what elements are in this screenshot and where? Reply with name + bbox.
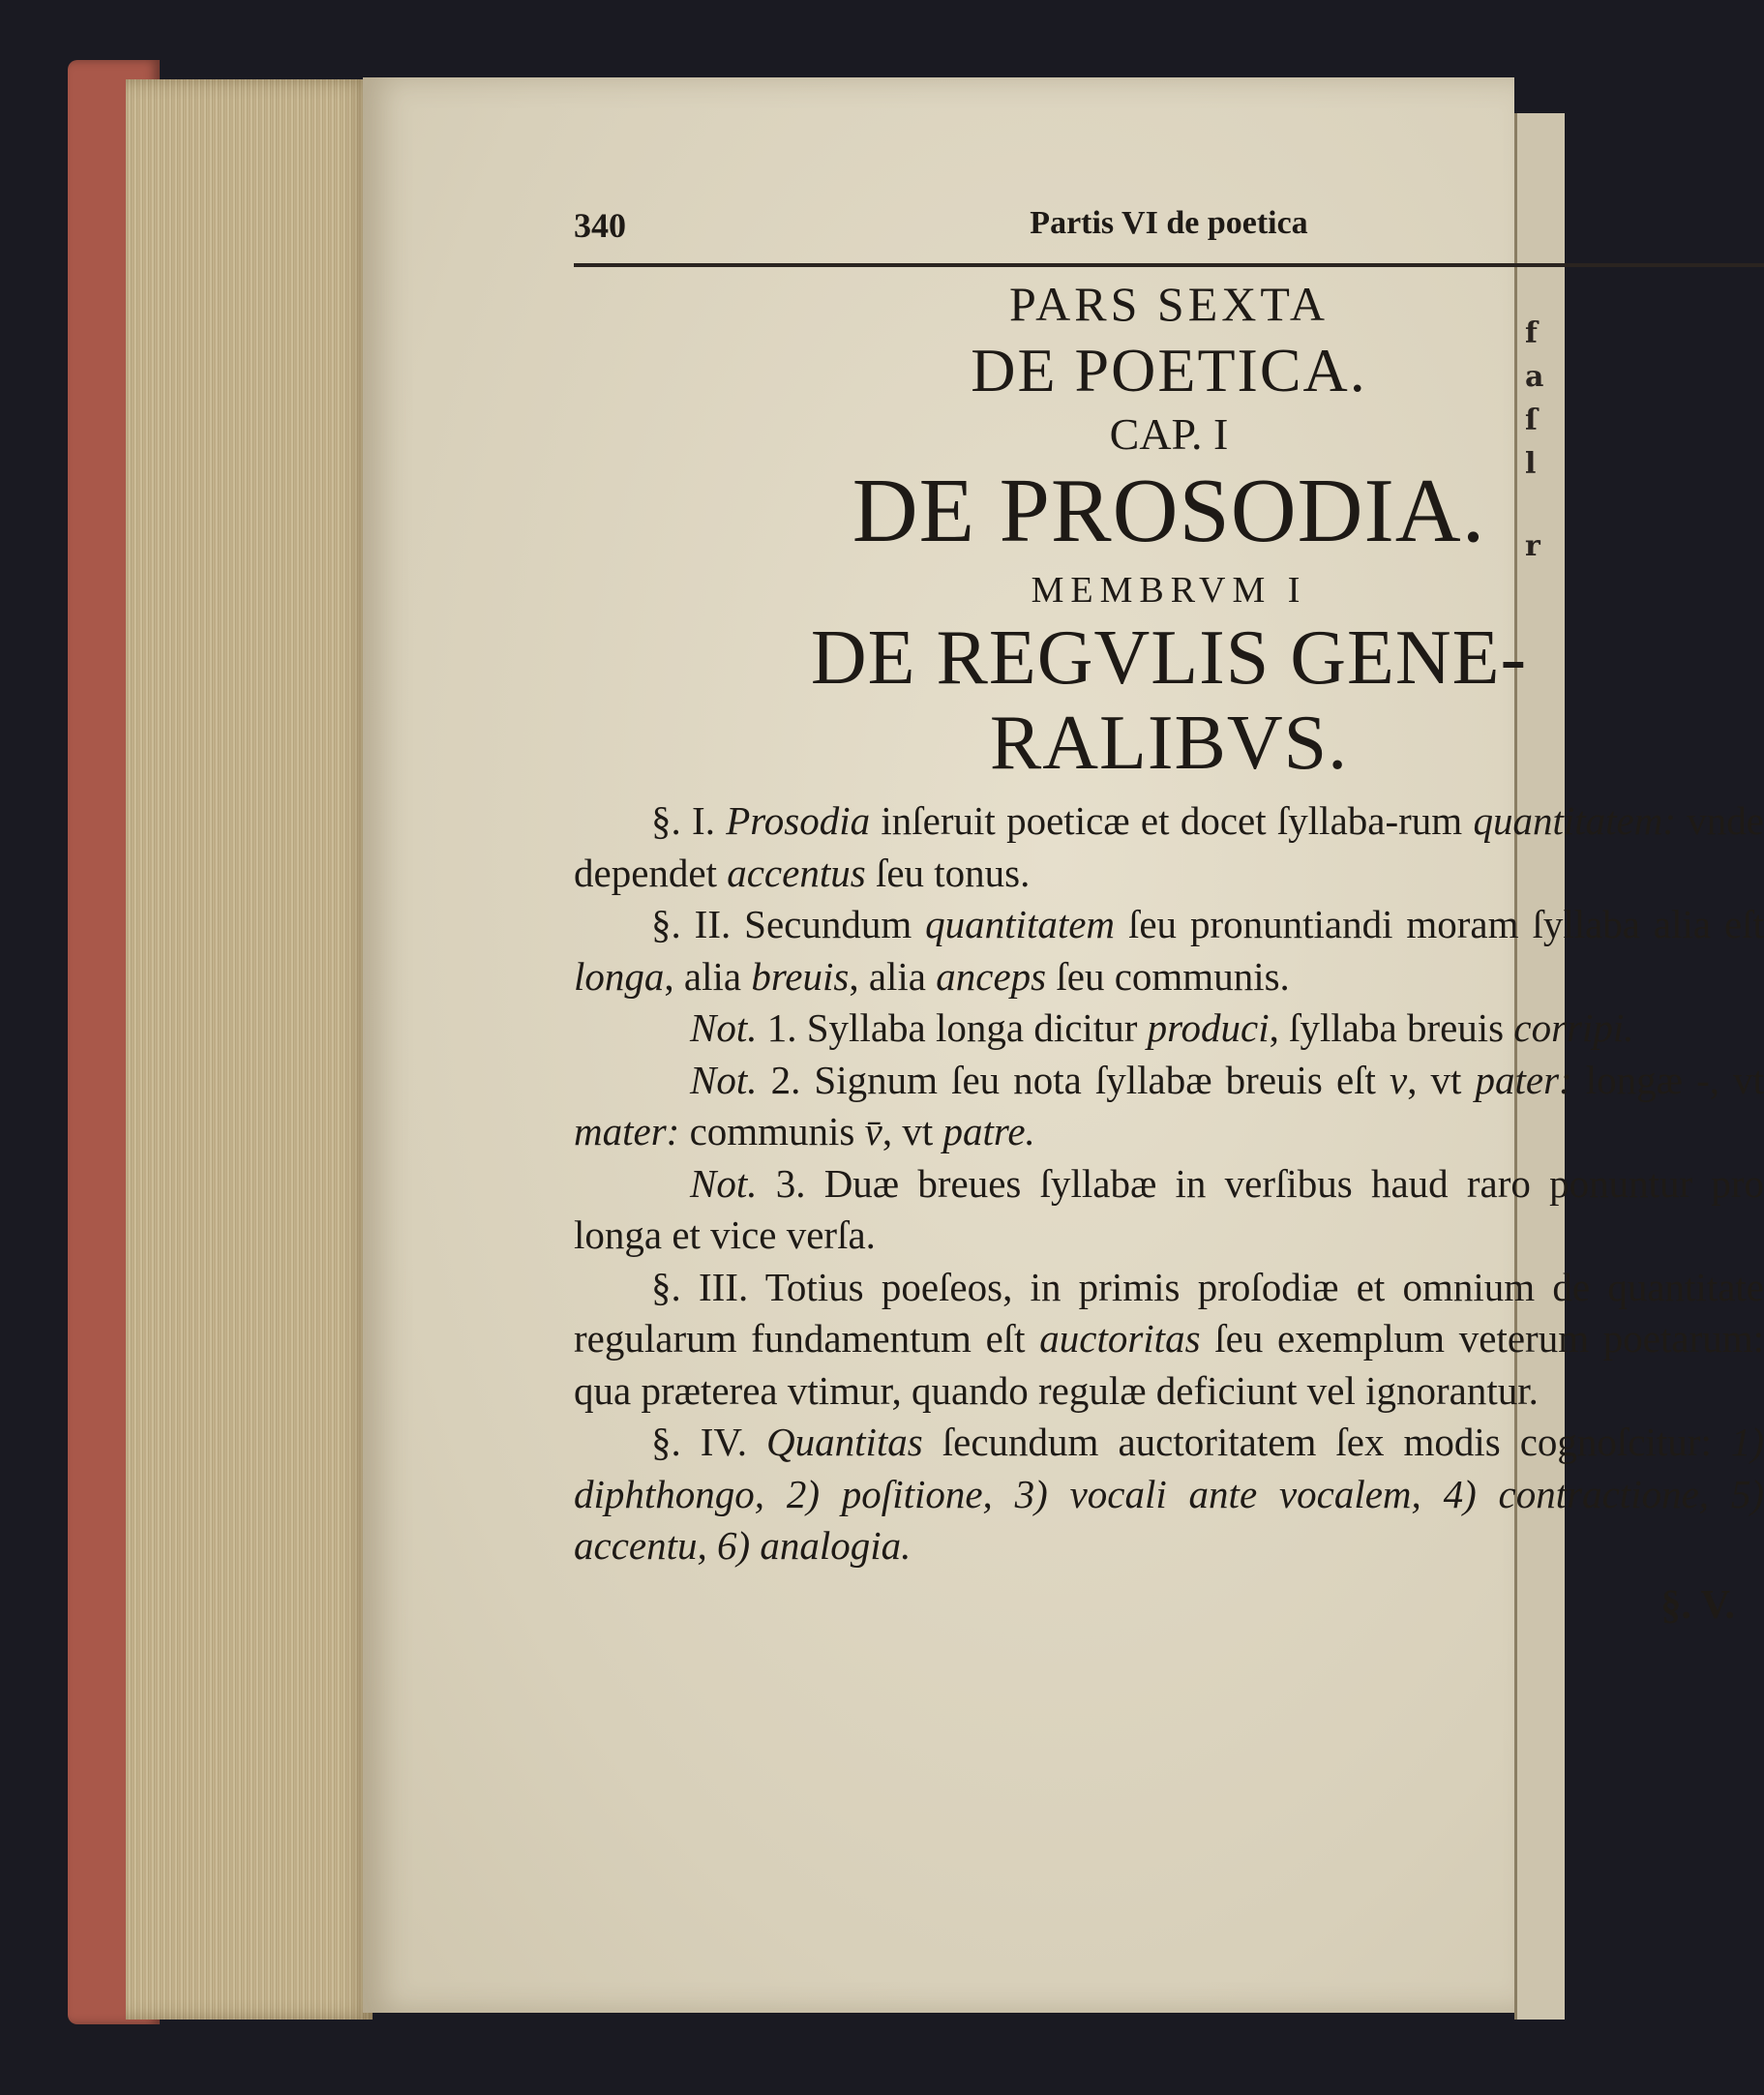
text-run: 3. Duæ breues ſyllabæ in verſibus haud raro ponuntur pro longa et vice verſa.: [574, 1160, 1764, 1257]
term: corripi.: [1513, 1005, 1634, 1050]
book: [68, 60, 1764, 2034]
text-run: [747, 1420, 766, 1464]
term: quantitatem: [925, 902, 1116, 946]
term: Quantitas: [766, 1420, 923, 1464]
running-header: [574, 205, 1764, 259]
term: anceps: [936, 953, 1047, 999]
section-mark: §. III.: [651, 1264, 749, 1309]
term: v̄: [864, 1109, 882, 1153]
catchword: §. V.: [1660, 1582, 1735, 1628]
section-mark: §. IV.: [651, 1420, 747, 1464]
text-run: ſeu tonus.: [865, 850, 1031, 895]
member-heading: MEMBRVM I: [1031, 570, 1307, 611]
text-run: 2. Signum ſeu nota ſyllabæ breuis eſt: [757, 1057, 1390, 1102]
part-heading: PARS SEXTA: [1008, 277, 1330, 331]
part-title: DE POETICA.: [971, 336, 1367, 404]
text-run: , alia: [664, 953, 752, 999]
text-run: ſeu pronuntiandi moram ſyllaba alia eſt: [1115, 902, 1764, 946]
note-mark: Not.: [690, 1005, 758, 1050]
note-mark: Not.: [690, 1160, 758, 1206]
term: quantitatem:: [1473, 798, 1676, 843]
facing-fragment: f: [1525, 316, 1538, 350]
term: Prosodia: [726, 798, 871, 843]
term: mater:: [574, 1109, 680, 1153]
paragraph-4: [574, 1417, 1764, 1572]
text-run: ſeu exemplum veterum poetarum: qua præterea vtimur, quando regulæ deficiunt vel ignorantur.: [574, 1316, 1764, 1413]
running-head-title: Partis VI de poetica: [1030, 205, 1308, 241]
body-text: [574, 795, 1764, 1631]
text-run: , vt: [882, 1109, 943, 1153]
page-edges: [126, 79, 373, 2020]
note-2: [574, 1055, 1764, 1158]
member-title-line1: DE REGVLIS GENE-: [810, 615, 1528, 701]
text-run: longæ -, vt: [1571, 1057, 1764, 1102]
section-mark: §. I.: [651, 798, 715, 843]
member-title-line2: RALIBVS.: [989, 701, 1349, 786]
page-number: 340: [574, 206, 626, 245]
text-run: inſeruit poeticæ et docet ſyllaba-rum: [870, 798, 1474, 843]
chapter-title: DE PROSODIA.: [852, 461, 1486, 561]
facing-fragment: r: [1525, 529, 1540, 563]
text-run: vnde dependet: [574, 798, 1764, 895]
page-content: [574, 273, 1764, 1631]
term: produci: [1147, 1005, 1270, 1050]
text-run: , vt: [1407, 1057, 1476, 1102]
note-1: [574, 1003, 1764, 1055]
text-run: Secundum: [731, 902, 926, 946]
facing-fragment: a: [1525, 360, 1544, 394]
term: accentus: [727, 850, 866, 895]
section-mark: §. II.: [651, 902, 732, 946]
header-rule: [574, 263, 1764, 267]
book-page: [363, 77, 1764, 2013]
text-run: Totius poeſeos, in primis proſodiæ et omnium de quantitate regularum fundamentum eſt: [574, 1264, 1764, 1361]
facing-fragment: ſ: [1525, 404, 1538, 437]
chapter-heading: CAP. I: [1109, 409, 1229, 459]
text-run: , ſyllaba breuis: [1269, 1005, 1514, 1050]
text-run: , alia: [849, 953, 937, 999]
term: v: [1390, 1057, 1408, 1102]
term: 1) diphthongo, 2) poſitione, 3) vocali ante vocalem, 4) contractione, 5) accentu, 6) analogia.: [574, 1420, 1764, 1568]
term: breuis: [751, 953, 850, 999]
term: pater:: [1475, 1057, 1572, 1102]
term: longa: [574, 953, 665, 999]
text-run: ſeu communis.: [1046, 953, 1290, 999]
term: auctoritas: [1039, 1316, 1201, 1361]
paragraph-2: [574, 899, 1764, 1003]
text-run: 1. Syllaba longa dicitur: [757, 1005, 1148, 1050]
paragraph-3: [574, 1262, 1764, 1418]
paragraph-1: [574, 795, 1764, 899]
facing-fragment: l: [1525, 447, 1537, 481]
note-3: [574, 1158, 1764, 1262]
note-mark: Not.: [690, 1057, 758, 1102]
text-run: ſecundum auctoritatem ſex modis cognoſcitur:: [922, 1420, 1731, 1464]
term: patre.: [942, 1109, 1035, 1153]
text-run: communis: [679, 1109, 865, 1153]
